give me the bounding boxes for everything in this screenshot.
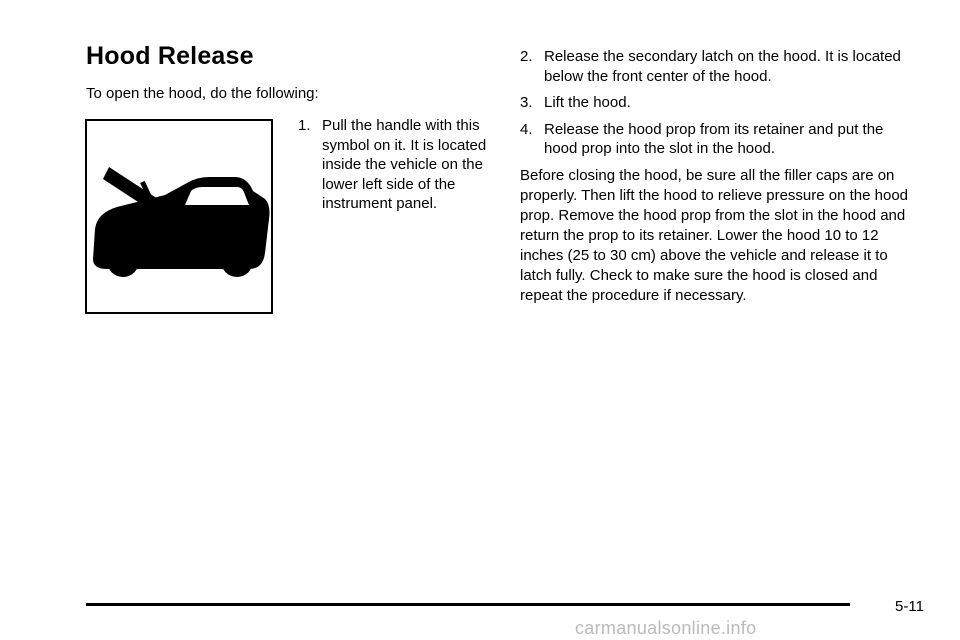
step-text: Release the hood prop from its retainer and put the hood prop into the slot in the hood. [544, 120, 884, 157]
step-number: 1. [298, 117, 311, 134]
step-number: 3. [520, 94, 533, 111]
footer-rule [86, 603, 850, 606]
step-text: Lift the hood. [544, 94, 631, 111]
step-4 [520, 120, 920, 159]
step-3 [520, 93, 920, 113]
watermark-text: carmanualsonline.info [575, 618, 757, 638]
step-text: Release the secondary latch on the hood. It is located below the front center of the hood. [544, 48, 901, 85]
page-title: Hood Release [86, 42, 254, 70]
step-number: 4. [520, 120, 533, 138]
step-2 [520, 47, 920, 86]
intro-text: To open the hood, do the following: [86, 85, 319, 102]
hood-open-car-icon [87, 121, 271, 312]
hood-release-symbol-box [85, 119, 273, 314]
right-column [520, 47, 920, 306]
step-text: Pull the handle with this symbol on it. It is located inside the vehicle on the lower left side of the instrument panel. [322, 117, 487, 212]
step-number: 2. [520, 48, 533, 65]
page-number: 5-11 [895, 598, 924, 615]
closing-paragraph: Before closing the hood, be sure all the filler caps are on properly. Then lift the hood to relieve pressure on the hood prop. Remove the hood prop from the slot in the hood and return the prop to its retainer. Lower the hood 10 to 12 inches (25 to 30 cm) above the vehicle and release it to latch fully. Check to make sure the hood is closed and repeat the procedure if necessary. [520, 166, 909, 304]
step-1 [298, 116, 488, 214]
